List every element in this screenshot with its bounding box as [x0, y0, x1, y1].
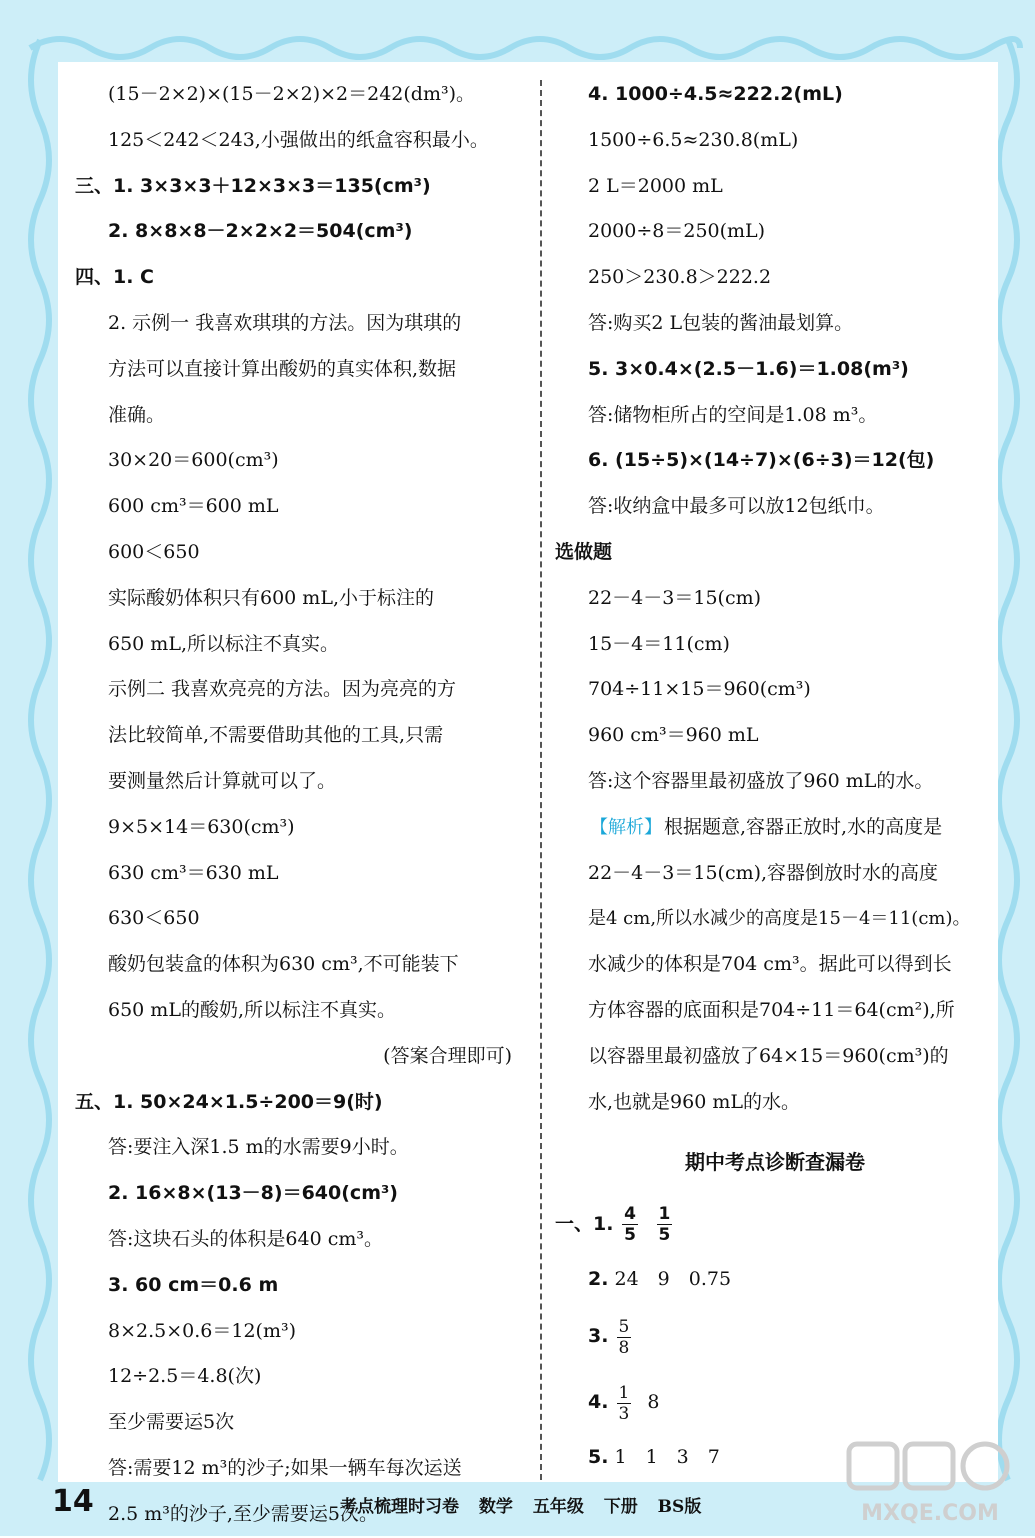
- column-divider: [540, 80, 542, 1480]
- analysis-tag: 【解析】: [590, 816, 662, 838]
- text-line: 125＜242＜243,小强做出的纸盒容积最小。: [108, 128, 489, 151]
- text-line: 要测量然后计算就可以了。: [108, 769, 337, 792]
- answer-values: 1 1 3 7: [614, 1446, 720, 1469]
- answer-values: 8: [647, 1391, 660, 1414]
- answer-line-4: [555, 1369, 995, 1435]
- section-title: 期中考点诊断查漏卷: [685, 1150, 865, 1175]
- text-line: (15－2×2)×(15－2×2)×2＝242(dm³)。: [108, 83, 476, 105]
- question-line: 4. 1000÷4.5≈222.2(mL): [588, 83, 843, 105]
- book-info: 考点梳理时习卷 数学 五年级 下册 BS版: [340, 1497, 702, 1517]
- text-line: 答:需要12 m³的沙子;如果一辆车每次运送: [108, 1456, 462, 1479]
- text-line: 至少需要运5次: [108, 1411, 235, 1434]
- text-line: 是4 cm,所以水减少的高度是15－4＝11(cm)。: [588, 908, 971, 930]
- text-line: 600 cm³＝600 mL: [108, 495, 279, 518]
- answer-label: 2.: [588, 1268, 609, 1291]
- text-line: 法比较简单,不需要借助其他的工具,只需: [108, 724, 444, 747]
- watermark-logo: [845, 1440, 1015, 1530]
- text-line: 22－4－3＝15(cm): [588, 586, 762, 609]
- answer-line-1: [555, 1191, 995, 1257]
- text-line: 30×20＝600(cm³): [108, 449, 279, 472]
- fraction: $\frac{5}{8}$: [618, 1316, 630, 1358]
- analysis-line: [555, 805, 995, 851]
- text-line: 答:要注入深1.5 m的水需要9小时。: [108, 1136, 409, 1159]
- question-line: 2. 8×8×8－2×2×2＝504(cm³): [108, 220, 413, 243]
- text-line: 以容器里最初盛放了64×15＝960(cm³)的: [588, 1044, 949, 1067]
- text-line: 704÷11×15＝960(cm³): [588, 678, 811, 701]
- answer-line-2: [555, 1257, 995, 1303]
- answer-label: 一、1.: [555, 1213, 614, 1236]
- text-line: 准确。: [108, 403, 166, 426]
- text-line: 650 mL,所以标注不真实。: [108, 632, 339, 655]
- text-line: 9×5×14＝630(cm³): [108, 815, 295, 838]
- question-line: 五、1. 50×24×1.5÷200＝9(时): [75, 1090, 383, 1113]
- text-line: 示例二 我喜欢亮亮的方法。因为亮亮的方: [108, 678, 457, 701]
- text-line: 630＜650: [108, 907, 200, 930]
- fraction: $\frac{4}{5}$: [624, 1204, 636, 1246]
- question-line: 四、1. C: [75, 266, 154, 289]
- question-line: 3. 60 cm＝0.6 m: [108, 1273, 279, 1296]
- text-line: 250＞230.8＞222.2: [588, 266, 772, 289]
- text-line: 答:购买2 L包装的酱油最划算。: [588, 311, 854, 334]
- answer-line-3: [555, 1303, 995, 1369]
- fraction: $\frac{1}{5}$: [658, 1204, 671, 1246]
- question-line: 6. (15÷5)×(14÷7)×(6÷3)＝12(包): [588, 449, 935, 472]
- text-line: 600＜650: [108, 540, 200, 563]
- question-line: 2. 16×8×(13－8)＝640(cm³): [108, 1182, 398, 1205]
- text-line: 方法可以直接计算出酸奶的真实体积,数据: [108, 357, 457, 380]
- text-line: 2 L＝2000 mL: [588, 174, 723, 197]
- text-line: 630 cm³＝630 mL: [108, 861, 279, 884]
- text-line: 8×2.5×0.6＝12(m³): [108, 1319, 296, 1342]
- text-line: 960 cm³＝960 mL: [588, 724, 759, 747]
- text-line: 答:收纳盒中最多可以放12包纸巾。: [588, 495, 885, 518]
- svg-text:MXQE.COM: MXQE.COM: [861, 1501, 999, 1526]
- page-number: 14: [52, 1484, 94, 1519]
- answer-label: 4.: [588, 1391, 609, 1414]
- text-line: 1500÷6.5≈230.8(mL): [588, 128, 799, 151]
- text-line: 水,也就是960 mL的水。: [588, 1090, 800, 1113]
- note-line: (答案合理即可): [383, 1044, 512, 1067]
- text-line: 22－4－3＝15(cm),容器倒放时水的高度: [588, 861, 939, 884]
- question-line: 三、1. 3×3×3＋12×3×3＝135(cm³): [75, 174, 431, 197]
- text-line: 15－4＝11(cm): [588, 632, 730, 655]
- question-line: 5. 3×0.4×(2.5－1.6)＝1.08(m³): [588, 357, 909, 380]
- analysis-text: 根据题意,容器正放时,水的高度是: [664, 815, 943, 838]
- text-line: 答:这块石头的体积是640 cm³。: [108, 1227, 383, 1250]
- text-line: 方体容器的底面积是704÷11＝64(cm²),所: [588, 998, 955, 1021]
- text-line: 2000÷8＝250(mL): [588, 220, 766, 243]
- text-line: 12÷2.5＝4.8(次): [108, 1365, 262, 1388]
- text-line: 实际酸奶体积只有600 mL,小于标注的: [108, 586, 434, 609]
- fraction: $\frac{1}{3}$: [618, 1382, 630, 1424]
- section-label: 选做题: [555, 540, 613, 563]
- text-line: 答:储物柜所占的空间是1.08 m³。: [588, 403, 878, 426]
- text-line: 2. 示例一 我喜欢琪琪的方法。因为琪琪的: [108, 311, 462, 334]
- answer-values: 24 9 0.75: [614, 1268, 732, 1291]
- text-line: 650 mL的酸奶,所以标注不真实。: [108, 998, 396, 1021]
- right-column: [555, 72, 995, 1481]
- text-line: 答:这个容器里最初盛放了960 mL的水。: [588, 769, 934, 792]
- text-line: 酸奶包装盒的体积为630 cm³,不可能装下: [108, 953, 459, 976]
- answer-label: 5.: [588, 1446, 609, 1469]
- text-line: 2.5 m³的沙子,至少需要运5次。: [108, 1502, 379, 1525]
- left-column: [75, 72, 520, 1538]
- text-line: 水减少的体积是704 cm³。据此可以得到长: [588, 953, 952, 976]
- answer-label: 3.: [588, 1325, 609, 1348]
